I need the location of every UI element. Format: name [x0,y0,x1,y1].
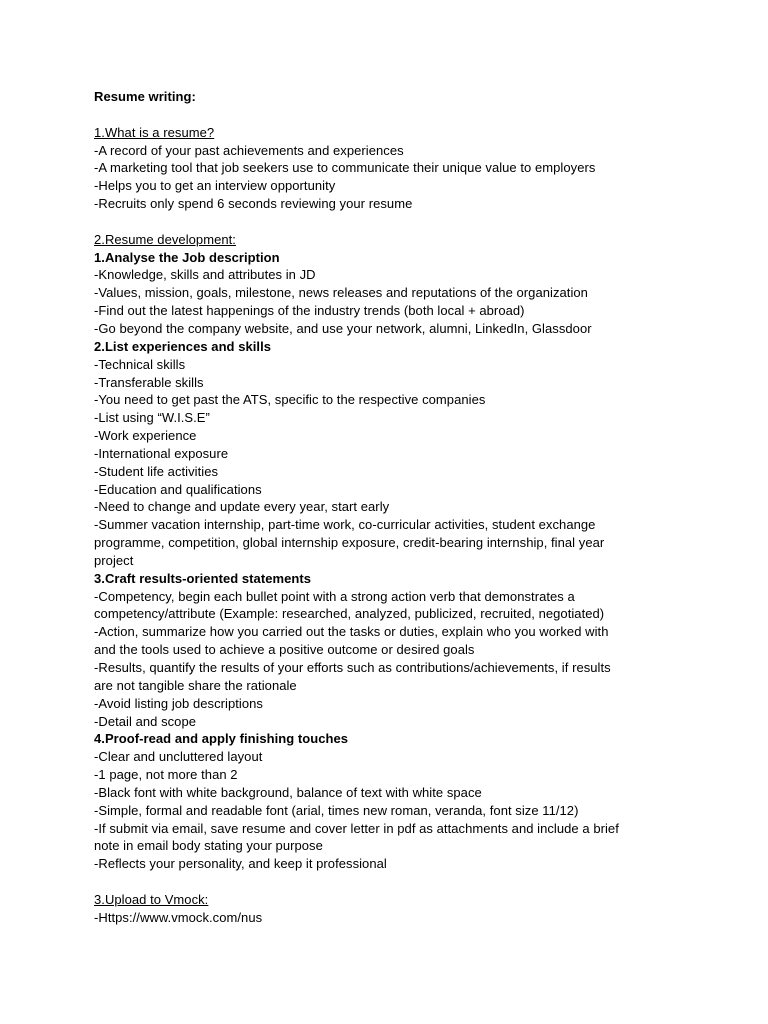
subsection-heading: 2.List experiences and skills [94,338,272,354]
text-line: -1 page, not more than 2 [94,767,238,783]
text-line: -Simple, formal and readable font (arial, times new roman, veranda, font size 11/12) [94,802,579,818]
text-line: -Knowledge, skills and attributes in JD [94,267,316,283]
text-line: -Values, mission, goals, milestone, news releases and reputations of the organization [94,285,588,301]
spacer [94,106,734,124]
text-line: -Summer vacation internship, part-time work, co-curricular activities, student exchange [94,517,596,533]
spacer [94,873,734,891]
text-line: -Education and qualifications [94,481,262,497]
text-line: -A record of your past achievements and experiences [94,142,404,158]
text-line: -A marketing tool that job seekers use to communicate their unique value to employers [94,160,596,176]
document-page [94,88,734,927]
text-line: -Results, quantify the results of your efforts such as contributions/achievements, if results [94,660,611,675]
text-line: -Find out the latest happenings of the industry trends (both local + abroad) [94,303,525,319]
subsection-heading: 1.Analyse the Job description [94,249,280,265]
text-line: -Action, summarize how you carried out the tasks or duties, explain who you worked with [94,624,609,640]
text-line: -List using “W.I.S.E” [94,410,210,426]
text-line: -Transferable skills [94,374,204,390]
spacer [94,213,734,231]
text-line: -Black font with white background, balance of text with white space [94,784,482,800]
text-line: -Go beyond the company website, and use your network, alumni, LinkedIn, Glassdoor [94,320,592,336]
text-line: -Reflects your personality, and keep it professional [94,856,387,872]
text-line: -Clear and uncluttered layout [94,749,263,765]
text-line: -If submit via email, save resume and cover letter in pdf as attachments and include a brief [94,820,619,836]
text-line: -You need to get past the ATS, specific to the respective companies [94,392,486,408]
subsection-heading: 4.Proof-read and apply finishing touches [94,731,349,747]
text-line: -Avoid listing job descriptions [94,695,263,711]
text-line: -Detail and scope [94,713,197,729]
subsection-heading: 3.Craft results-oriented statements [94,570,312,586]
text-line: -Recruits only spend 6 seconds reviewing your resume [94,196,413,212]
text-line: -Work experience [94,428,197,444]
text-line: project [94,552,134,568]
text-line: -Need to change and update every year, start early [94,499,390,515]
text-line: -Technical skills [94,356,186,372]
text-line: -International exposure [94,445,229,461]
text-line: are not tangible share the rationale [94,677,297,693]
url-line: -Https://www.vmock.com/nus [94,909,263,925]
section-heading: 2.Resume development: [94,231,236,247]
section-heading: 1.What is a resume? [94,124,215,140]
text-line: note in email body stating your purpose [94,838,323,854]
text-line: -Student life activities [94,463,219,479]
document-title: Resume writing: [94,89,196,104]
text-line: -Competency, begin each bullet point with a strong action verb that demonstrates a [94,588,575,604]
text-line: programme, competition, global internship exposure, credit-bearing internship, final year [94,535,605,551]
text-line: and the tools used to achieve a positive outcome or desired goals [94,642,475,658]
text-line: -Helps you to get an interview opportunity [94,178,336,194]
section-heading: 3.Upload to Vmock: [94,891,209,907]
text-line: competency/attribute (Example: researched, analyzed, publicized, recruited, negotiated) [94,606,605,622]
